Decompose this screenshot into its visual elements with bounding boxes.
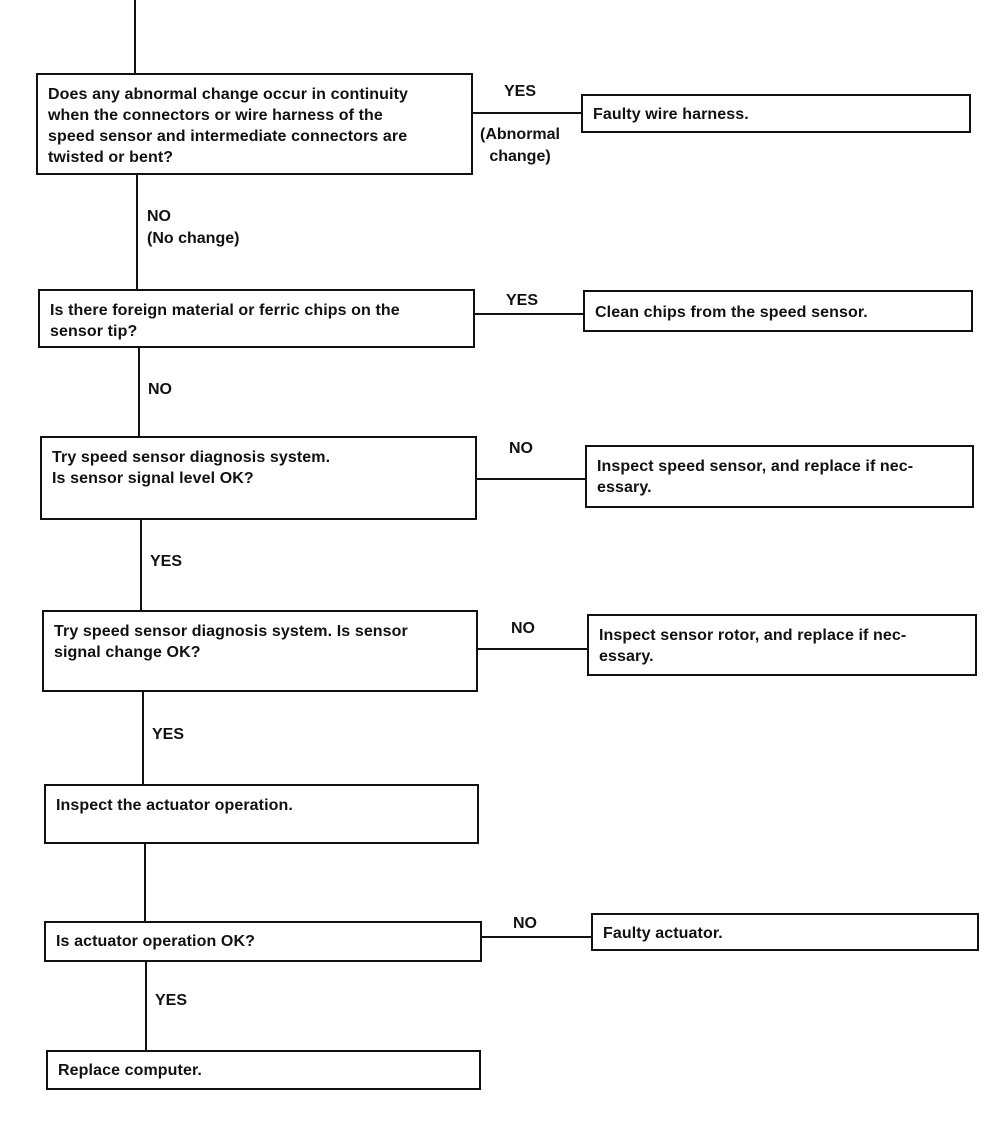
- label-no-change: NO (No change): [147, 208, 240, 247]
- step-inspect-actuator-text: Inspect the actuator operation.: [56, 797, 293, 814]
- label-yes-actuator: YES: [155, 992, 188, 1009]
- result-inspect-speed-sensor-text: Inspect speed sensor, and replace if nec- essary.: [597, 458, 914, 496]
- result-faulty-actuator-text: Faulty actuator.: [603, 925, 723, 942]
- question-signal-change-text: Try speed sensor diagnosis system. Is sensor signal change OK?: [54, 623, 408, 661]
- connector-q2-q3: [138, 347, 140, 437]
- connector-q4-r4: [477, 648, 588, 650]
- result-inspect-speed-sensor: [585, 445, 974, 508]
- connector-q2-r2: [474, 313, 584, 315]
- label-yes-signal-change: YES: [152, 726, 185, 743]
- connector-q5-r5: [481, 936, 592, 938]
- connector-step-q5: [144, 843, 146, 922]
- step-inspect-actuator: [44, 784, 479, 844]
- step-replace-computer-text: Replace computer.: [58, 1062, 202, 1079]
- result-clean-chips: [583, 290, 973, 332]
- connector-q1-r1: [472, 112, 582, 114]
- question-signal-level-text: Try speed sensor diagnosis system. Is sensor signal level OK?: [52, 449, 331, 487]
- result-clean-chips-text: Clean chips from the speed sensor.: [595, 304, 868, 321]
- result-inspect-sensor-rotor-text: Inspect sensor rotor, and replace if nec- essary.: [599, 627, 907, 665]
- question-foreign-material-text: Is there foreign material or ferric chips on the sensor tip?: [50, 302, 400, 340]
- label-yes-abnormal: YES: [504, 83, 537, 100]
- question-signal-change: [42, 610, 478, 692]
- result-faulty-wire-harness-text: Faulty wire harness.: [593, 106, 749, 123]
- label-yes-signal-level: YES: [150, 553, 183, 570]
- step-replace-computer: [46, 1050, 481, 1090]
- label-abnormal-change: (Abnormal change): [480, 126, 560, 165]
- label-no-signal-change: NO: [511, 620, 535, 637]
- result-faulty-actuator: [591, 913, 979, 951]
- question-continuity-change-text: Does any abnormal change occur in continuity when the connectors or wire harness of the speed sensor and intermediate connectors are twisted or bent?: [48, 86, 409, 166]
- connector-q4-step: [142, 691, 144, 785]
- connector-q5-final: [145, 961, 147, 1051]
- question-foreign-material: [38, 289, 475, 348]
- result-faulty-wire-harness: [581, 94, 971, 133]
- label-no-chips: NO: [148, 381, 172, 398]
- label-no-actuator: NO: [513, 915, 537, 932]
- label-no-signal-level: NO: [509, 440, 533, 457]
- question-continuity-change: [36, 73, 473, 175]
- question-signal-level: [40, 436, 477, 520]
- question-actuator-operation-text: Is actuator operation OK?: [56, 933, 255, 950]
- label-yes-chips: YES: [506, 292, 539, 309]
- connector-q3-q4: [140, 519, 142, 611]
- connector-top: [134, 0, 136, 74]
- result-inspect-sensor-rotor: [587, 614, 977, 676]
- connector-q3-r3: [476, 478, 586, 480]
- connector-q1-q2: [136, 174, 138, 290]
- question-actuator-operation: [44, 921, 482, 962]
